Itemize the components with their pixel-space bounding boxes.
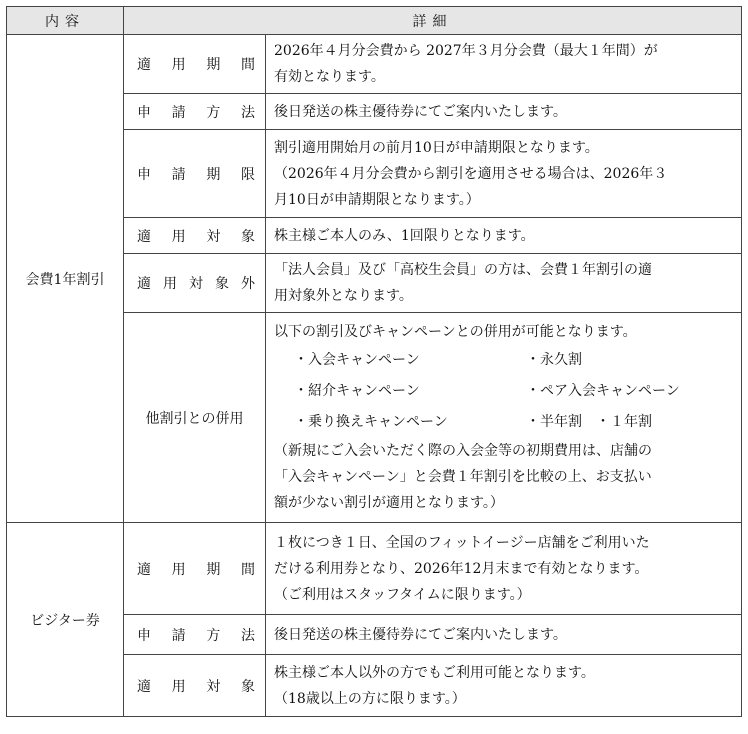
detail-line: だける利用券となり、2026年12月末まで有効となります。 [274, 560, 649, 577]
label-text [137, 676, 255, 696]
label-text [137, 102, 255, 122]
label-char: 象 [215, 276, 229, 292]
detail-intro: 以下の割引及びキャンペーンとの併用が可能となります。 [274, 324, 637, 340]
label-char: 方 [206, 627, 221, 644]
label-char: 用 [163, 276, 177, 292]
label-text [137, 226, 255, 246]
label-char: 適 [137, 678, 151, 695]
detail-line: 用対象外となります。 [274, 288, 413, 304]
detail-line: 割引適用開始月の前月10日が申請期限となります。 [274, 139, 599, 156]
label-char: 対 [206, 678, 221, 695]
campaign-pair [274, 407, 735, 438]
row-label [124, 130, 266, 218]
label-char: 期 [206, 57, 221, 73]
label-char: 象 [240, 228, 255, 245]
campaign-item: ・乗り換えキャンペーン [294, 414, 448, 430]
campaign-item: ・永久割 [526, 352, 582, 368]
row-label [124, 254, 266, 313]
label-text [137, 273, 255, 293]
detail-line: （ご利用はスタッフタイムに限ります。） [274, 586, 531, 603]
table-row [7, 523, 742, 615]
row-detail [266, 94, 742, 130]
campaign-pair [274, 345, 735, 376]
row-detail [266, 615, 742, 655]
campaign-item: ・入会キャンペーン [294, 352, 420, 368]
detail-line: 2026年４月分会費から 2027年３月分会費（最大１年間）が [274, 43, 658, 59]
table-row [7, 35, 742, 94]
label-text [137, 625, 255, 645]
label-char: 適 [137, 228, 151, 245]
detail-note-line: 額が少ない割引が適用となります。） [274, 495, 504, 511]
row-label [124, 218, 266, 254]
detail-line: 月10日が申請期限となります。） [274, 191, 480, 208]
campaign-pair [274, 376, 735, 407]
detail-line: （18歳以上の方に限ります。） [274, 690, 466, 707]
label-char: 申 [137, 166, 151, 183]
row-detail [266, 218, 742, 254]
label-char: 法 [240, 104, 255, 121]
label-text [137, 54, 255, 74]
detail-line: 有効となります。 [274, 69, 385, 85]
detail-line: 株主様ご本人のみ、1回限りとなります。 [274, 227, 535, 244]
label-char: 方 [206, 104, 221, 121]
label-char: 申 [137, 627, 151, 644]
label-char: 法 [240, 627, 255, 644]
label-char: 対 [206, 228, 221, 245]
label-char: 用 [171, 561, 186, 578]
label-char: 請 [171, 104, 186, 121]
label-char: 限 [240, 166, 255, 183]
detail-line: （2026年４月分会費から割引を適用させる場合は、2026年３ [274, 165, 668, 182]
row-label [124, 655, 266, 717]
benefits-table [6, 6, 742, 717]
detail-note-line: （新規にご入会いただく際の入会金等の初期費用は、店舗の [274, 443, 652, 459]
detail-line: 後日発送の株主優待券にてご案内いたします。 [274, 626, 567, 643]
detail-line: 「法人会員」及び「高校生会員」の方は、会費１年割引の適 [274, 262, 652, 278]
label-char: 期 [206, 166, 221, 183]
row-label [124, 35, 266, 94]
label-text [137, 559, 255, 579]
label-char: 間 [240, 57, 255, 73]
label-char: 用 [171, 228, 186, 245]
category-membership-discount: 会費1年割引 [7, 35, 124, 523]
label-char: 間 [240, 561, 255, 578]
row-detail [266, 35, 742, 94]
label-char: 請 [171, 166, 186, 183]
label-char: 適 [137, 276, 151, 292]
row-detail [266, 523, 742, 615]
row-label-combination: 他割引との併用 [124, 313, 266, 523]
detail-line: 後日発送の株主優待券にてご案内いたします。 [274, 103, 567, 120]
row-detail [266, 130, 742, 218]
detail-line: １枚につき１日、全国のフィットイージー店舗をご利用いた [274, 534, 650, 551]
label-char: 外 [241, 276, 255, 292]
label-char: 適 [137, 57, 151, 73]
row-detail [266, 655, 742, 717]
label-char: 申 [137, 104, 151, 121]
header-content: 内容 [7, 7, 124, 35]
label-char: 象 [240, 678, 255, 695]
header-detail: 詳細 [124, 7, 742, 35]
campaign-item: ・紹介キャンペーン [294, 383, 420, 399]
category-visitor-ticket: ビジター券 [7, 523, 124, 717]
campaign-item: ・半年割 ・１年割 [526, 414, 652, 430]
campaign-item: ・ペア入会キャンペーン [526, 383, 680, 399]
table-header-row [7, 7, 742, 35]
label-char: 期 [206, 561, 221, 578]
row-detail [266, 254, 742, 313]
detail-note-line: 「入会キャンペーン」と会費１年割引を比較の上、お支払い [274, 469, 652, 485]
label-char: 請 [171, 627, 186, 644]
label-text [137, 164, 255, 184]
row-label [124, 94, 266, 130]
row-label [124, 615, 266, 655]
label-char: 用 [171, 57, 186, 73]
detail-line: 株主様ご本人以外の方でもご利用可能となります。 [274, 664, 595, 681]
row-detail [266, 313, 742, 523]
label-char: 対 [189, 276, 203, 292]
label-char: 用 [171, 678, 186, 695]
label-char: 適 [137, 561, 151, 578]
row-label [124, 523, 266, 615]
document [6, 6, 741, 726]
